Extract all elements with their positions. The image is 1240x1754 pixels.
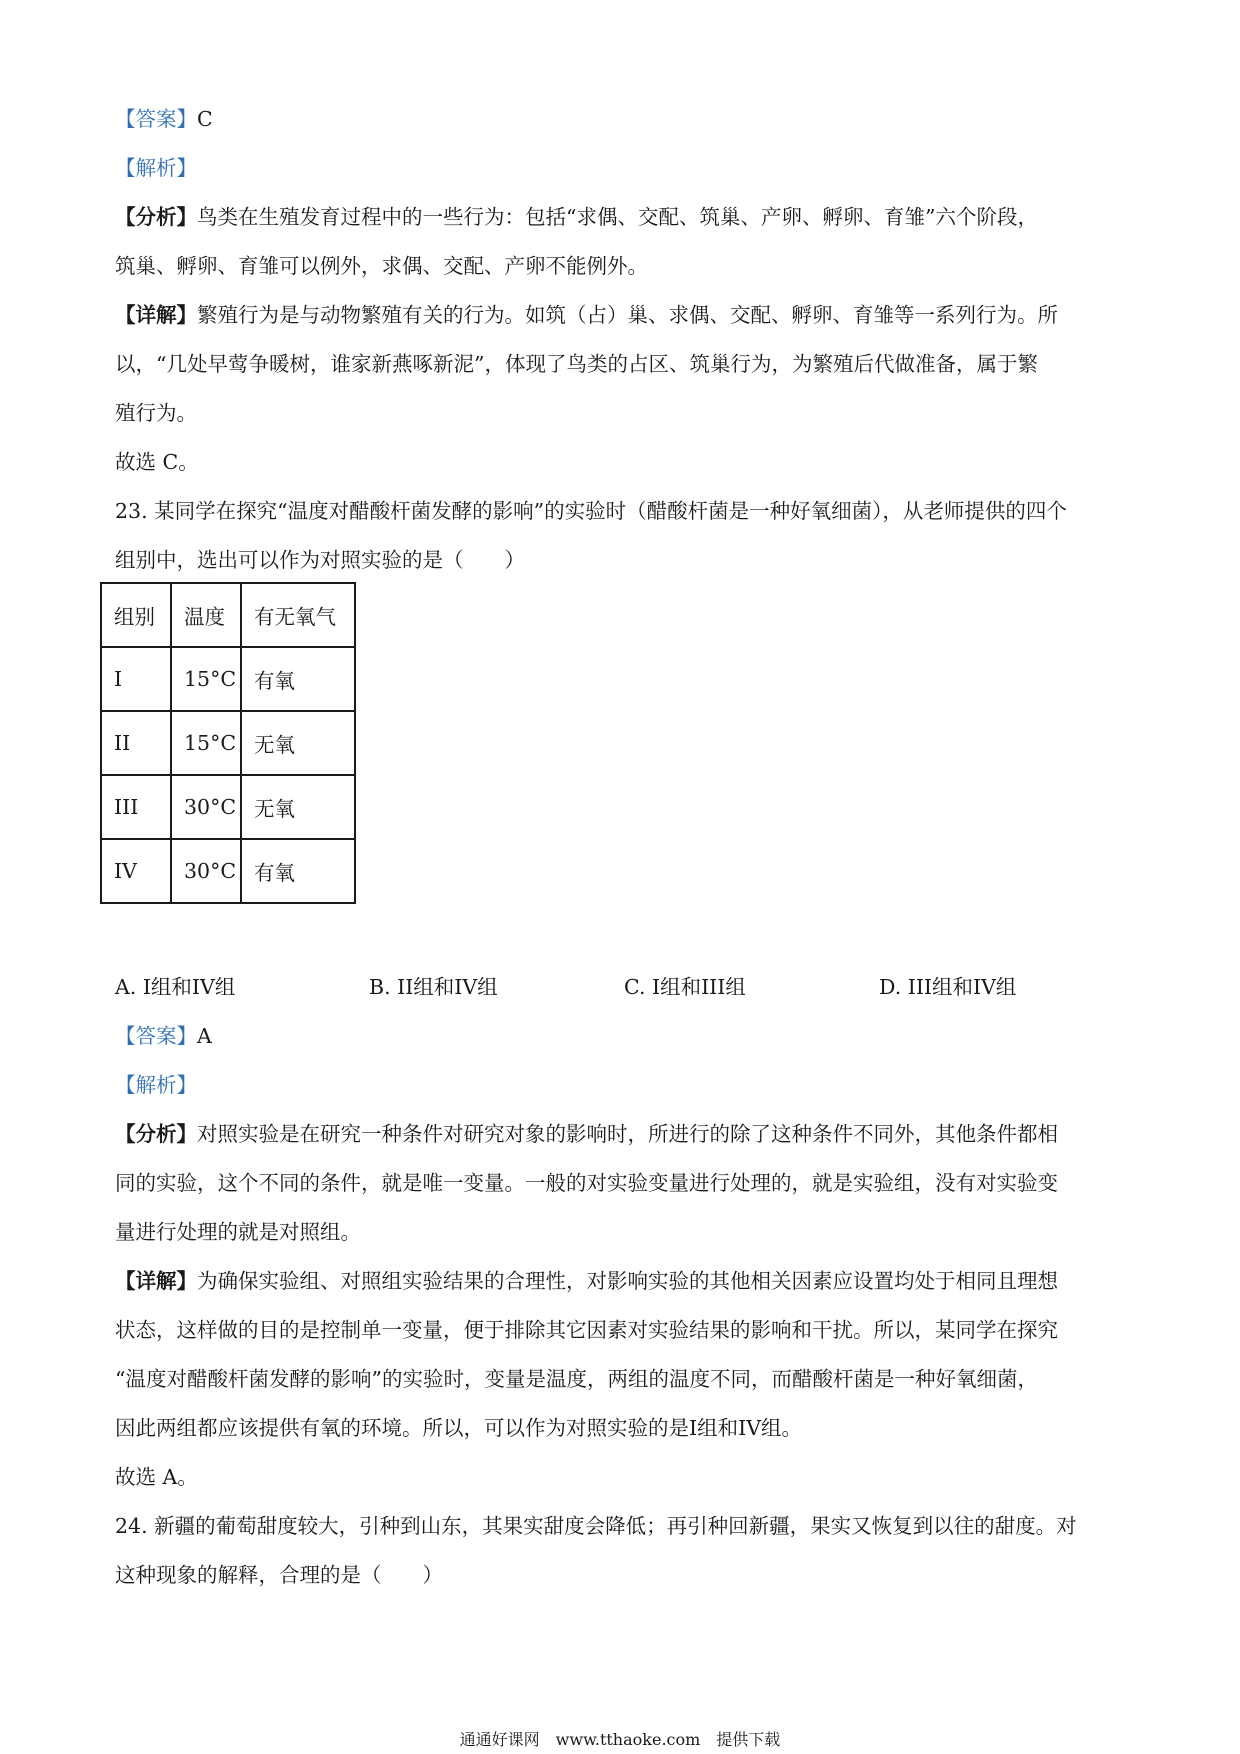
table-cell: 15°C: [171, 647, 241, 711]
table-row: [101, 711, 355, 775]
q23-stem-line-2: 组别中，选出可以作为对照实验的是（ ）: [115, 548, 525, 572]
xiangjie-text: 为确保实验组、对照组实验结果的合理性，对影响实验的其他相关因素应设置均处于相同且理想: [197, 1269, 1058, 1293]
table-cell: IV: [101, 839, 171, 903]
xiangjie-tag: 【详解】: [115, 303, 197, 327]
q23-xiangjie-line-1: [115, 1266, 1058, 1296]
q23-conclusion: 故选 A。: [115, 1465, 198, 1489]
q23-fenxi-line-3: 量进行处理的就是对照组。: [115, 1220, 361, 1244]
q23-fenxi-line-1: [115, 1119, 1058, 1149]
table-cell: 无氧: [241, 711, 355, 775]
q23-fenxi-line-2: 同的实验，这个不同的条件，就是唯一变量。一般的对实验变量进行处理的，就是实验组，没有对实验变: [115, 1171, 1058, 1195]
table-cell: I: [101, 647, 171, 711]
table-header-cell: 温度: [171, 583, 241, 647]
table-cell: 有氧: [241, 839, 355, 903]
table-header-row: [101, 583, 355, 647]
experiment-table: [100, 582, 356, 904]
fenxi-text: 对照实验是在研究一种条件对研究对象的影响时，所进行的除了这种条件不同外，其他条件都相: [197, 1122, 1058, 1146]
q22-xiangjie-line-3: 殖行为。: [115, 401, 197, 425]
table-cell: II: [101, 711, 171, 775]
q22-fenxi-line-2: 筑巢、孵卵、育雏可以例外，求偶、交配、产卵不能例外。: [115, 254, 648, 278]
table-cell: 30°C: [171, 775, 241, 839]
table-cell: 有氧: [241, 647, 355, 711]
analysis-tag: 【解析】: [115, 156, 197, 180]
q22-analysis-heading: [115, 153, 197, 183]
table-cell: III: [101, 775, 171, 839]
fenxi-tag: 【分析】: [115, 205, 197, 229]
q24-stem-line-1: 24. 新疆的葡萄甜度较大，引种到山东，其果实甜度会降低；再引种回新疆，果实又恢复到以往的甜度。对: [115, 1514, 1077, 1538]
page-footer: 通通好课网 www.tthaoke.com 提供下载: [459, 1730, 781, 1749]
table-cell: 无氧: [241, 775, 355, 839]
table-cell: 15°C: [171, 711, 241, 775]
fenxi-text: 鸟类在生殖发育过程中的一些行为：包括“求偶、交配、筑巢、产卵、孵卵、育雏”六个阶段，: [197, 205, 1038, 229]
xiangjie-text: 繁殖行为是与动物繁殖有关的行为。如筑（占）巢、求偶、交配、孵卵、育雏等一系列行为。所: [197, 303, 1058, 327]
answer-tag: 【答案】: [115, 1024, 197, 1048]
xiangjie-tag: 【详解】: [115, 1269, 197, 1293]
q24-stem-line-2: 这种现象的解释，合理的是（ ）: [115, 1563, 443, 1587]
q23-answer: [115, 1021, 212, 1051]
answer-value: C: [197, 107, 213, 131]
option-b: B. II组和IV组: [369, 975, 498, 999]
option-c: C. I组和III组: [624, 975, 746, 999]
q23-xiangjie-line-4: 因此两组都应该提供有氧的环境。所以，可以作为对照实验的是I组和IV组。: [115, 1416, 802, 1440]
q23-xiangjie-line-3: “温度对醋酸杆菌发酵的影响”的实验时，变量是温度，两组的温度不同，而醋酸杆菌是一种好氧细菌，: [115, 1367, 1038, 1391]
q22-fenxi-line-1: [115, 202, 1038, 232]
q22-xiangjie-line-2: 以，“几处早莺争暖树，谁家新燕啄新泥”，体现了鸟类的占区、筑巢行为，为繁殖后代做准备，属于繁: [115, 352, 1038, 376]
q23-analysis-heading: [115, 1070, 197, 1100]
answer-value: A: [197, 1024, 212, 1048]
table-header-cell: 组别: [101, 583, 171, 647]
table-row: [101, 839, 355, 903]
option-d: D. III组和IV组: [879, 975, 1017, 999]
analysis-tag: 【解析】: [115, 1073, 197, 1097]
q22-conclusion: 故选 C。: [115, 450, 199, 474]
option-a: A. I组和IV组: [115, 975, 236, 999]
table-row: [101, 647, 355, 711]
q22-xiangjie-line-1: [115, 300, 1058, 330]
table-cell: 30°C: [171, 839, 241, 903]
q23-stem-line-1: 23. 某同学在探究“温度对醋酸杆菌发酵的影响”的实验时（醋酸杆菌是一种好氧细菌），从老师提供的四个: [115, 499, 1067, 523]
table-row: [101, 775, 355, 839]
fenxi-tag: 【分析】: [115, 1122, 197, 1146]
table-header-cell: 有无氧气: [241, 583, 355, 647]
q22-answer: [115, 104, 213, 134]
answer-tag: 【答案】: [115, 107, 197, 131]
q23-xiangjie-line-2: 状态，这样做的目的是控制单一变量，便于排除其它因素对实验结果的影响和干扰。所以，某同学在探究: [115, 1318, 1058, 1342]
